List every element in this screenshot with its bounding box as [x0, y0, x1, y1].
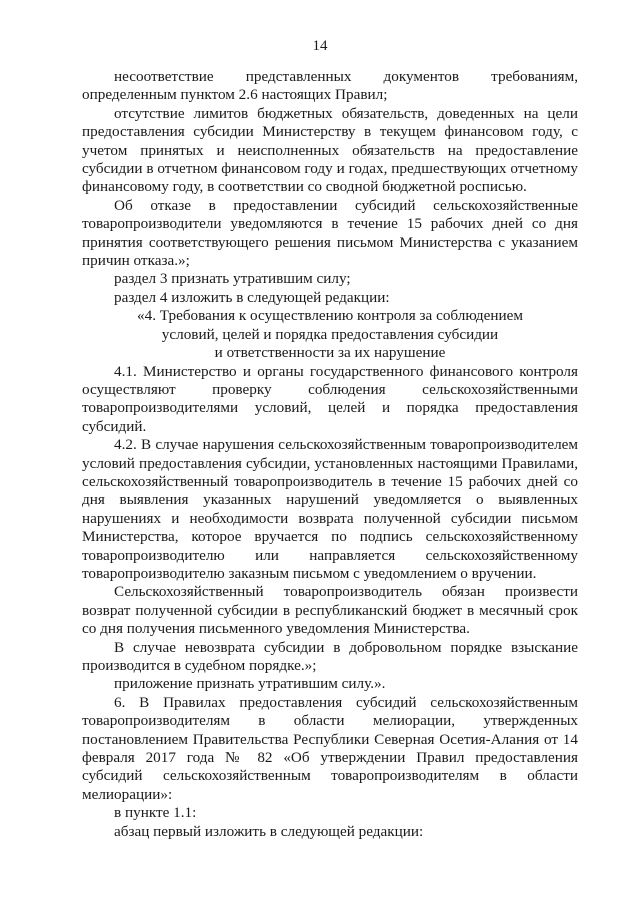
section-heading-line: и ответственности за их нарушение — [214, 344, 446, 362]
section-heading-line: «4. Требования к осуществлению контроля за соблюдением — [137, 307, 523, 325]
paragraph: 4.1. Министерство и органы государственного финансового контроля осуществляют проверку соблюдения сельскохозяйственными товаропроизводителями условий, целей и порядка предоставления субсидий. — [82, 362, 578, 435]
paragraph: раздел 3 признать утратившим силу; — [114, 270, 351, 288]
paragraph: 6. В Правилах предоставления субсидий сельскохозяйственным товаропроизводителям в области мелиорации, утвержденных постановлением Правительства Республики Северная Осетия-Алания от 14 февраля 2017 года № 82 «Об утверждении Правил предоставления субсидий сельскохозяйственным товаропроизводителям в области мелиорации»: — [82, 693, 578, 803]
paragraph: отсутствие лимитов бюджетных обязательств, доведенных на цели предоставления субсидии Министерству в текущем финансовом году, с учетом принятых и неисполненных обязательств на предоставление субсидии в отчетном финансовом году и годах, предшествующих отчетному финансовому году, в соответствии со сводной бюджетной росписью. — [82, 104, 578, 196]
paragraph: приложение признать утратившим силу.». — [114, 675, 386, 693]
section-heading-line: условий, целей и порядка предоставления субсидии — [161, 325, 499, 343]
document-body — [82, 68, 578, 841]
paragraph: Об отказе в предоставлении субсидий сельскохозяйственные товаропроизводители уведомляются в течение 15 рабочих дней со дня принятия соответствующего решения письмом Министерства с указанием причин отказа.»; — [82, 196, 578, 270]
paragraph: несоответствие представленных документов требованиям, определенным пунктом 2.6 настоящих Правил; — [82, 68, 578, 104]
page-number: 14 — [312, 38, 328, 54]
paragraph: раздел 4 изложить в следующей редакции: — [114, 288, 390, 306]
paragraph: 4.2. В случае нарушения сельскохозяйственным товаропроизводителем условий предоставления субсидии, установленных настоящими Правилами, сельскохозяйственный товаропроизводитель в течение 15 рабочих дней со дня выявления указанных нарушений уведомляется о выявленных нарушениях и необходимости возврата полученной субсидии письмом Министерства, которое вручается по подпись сельскохозяйственному товаропроизводителю или направляется сельскохозяйственному товаропроизводителю заказным письмом с уведомлением о вручении. — [82, 436, 578, 582]
paragraph: В случае невозврата субсидии в добровольном порядке взыскание производится в судебном порядке.»; — [82, 638, 578, 674]
paragraph: абзац первый изложить в следующей редакции: — [114, 822, 424, 840]
paragraph: в пункте 1.1: — [114, 804, 197, 822]
paragraph: Сельскохозяйственный товаропроизводитель обязан произвести возврат полученной субсидии в республиканский бюджет в месячный срок со дня получения письменного уведомления Министерства. — [82, 583, 578, 638]
